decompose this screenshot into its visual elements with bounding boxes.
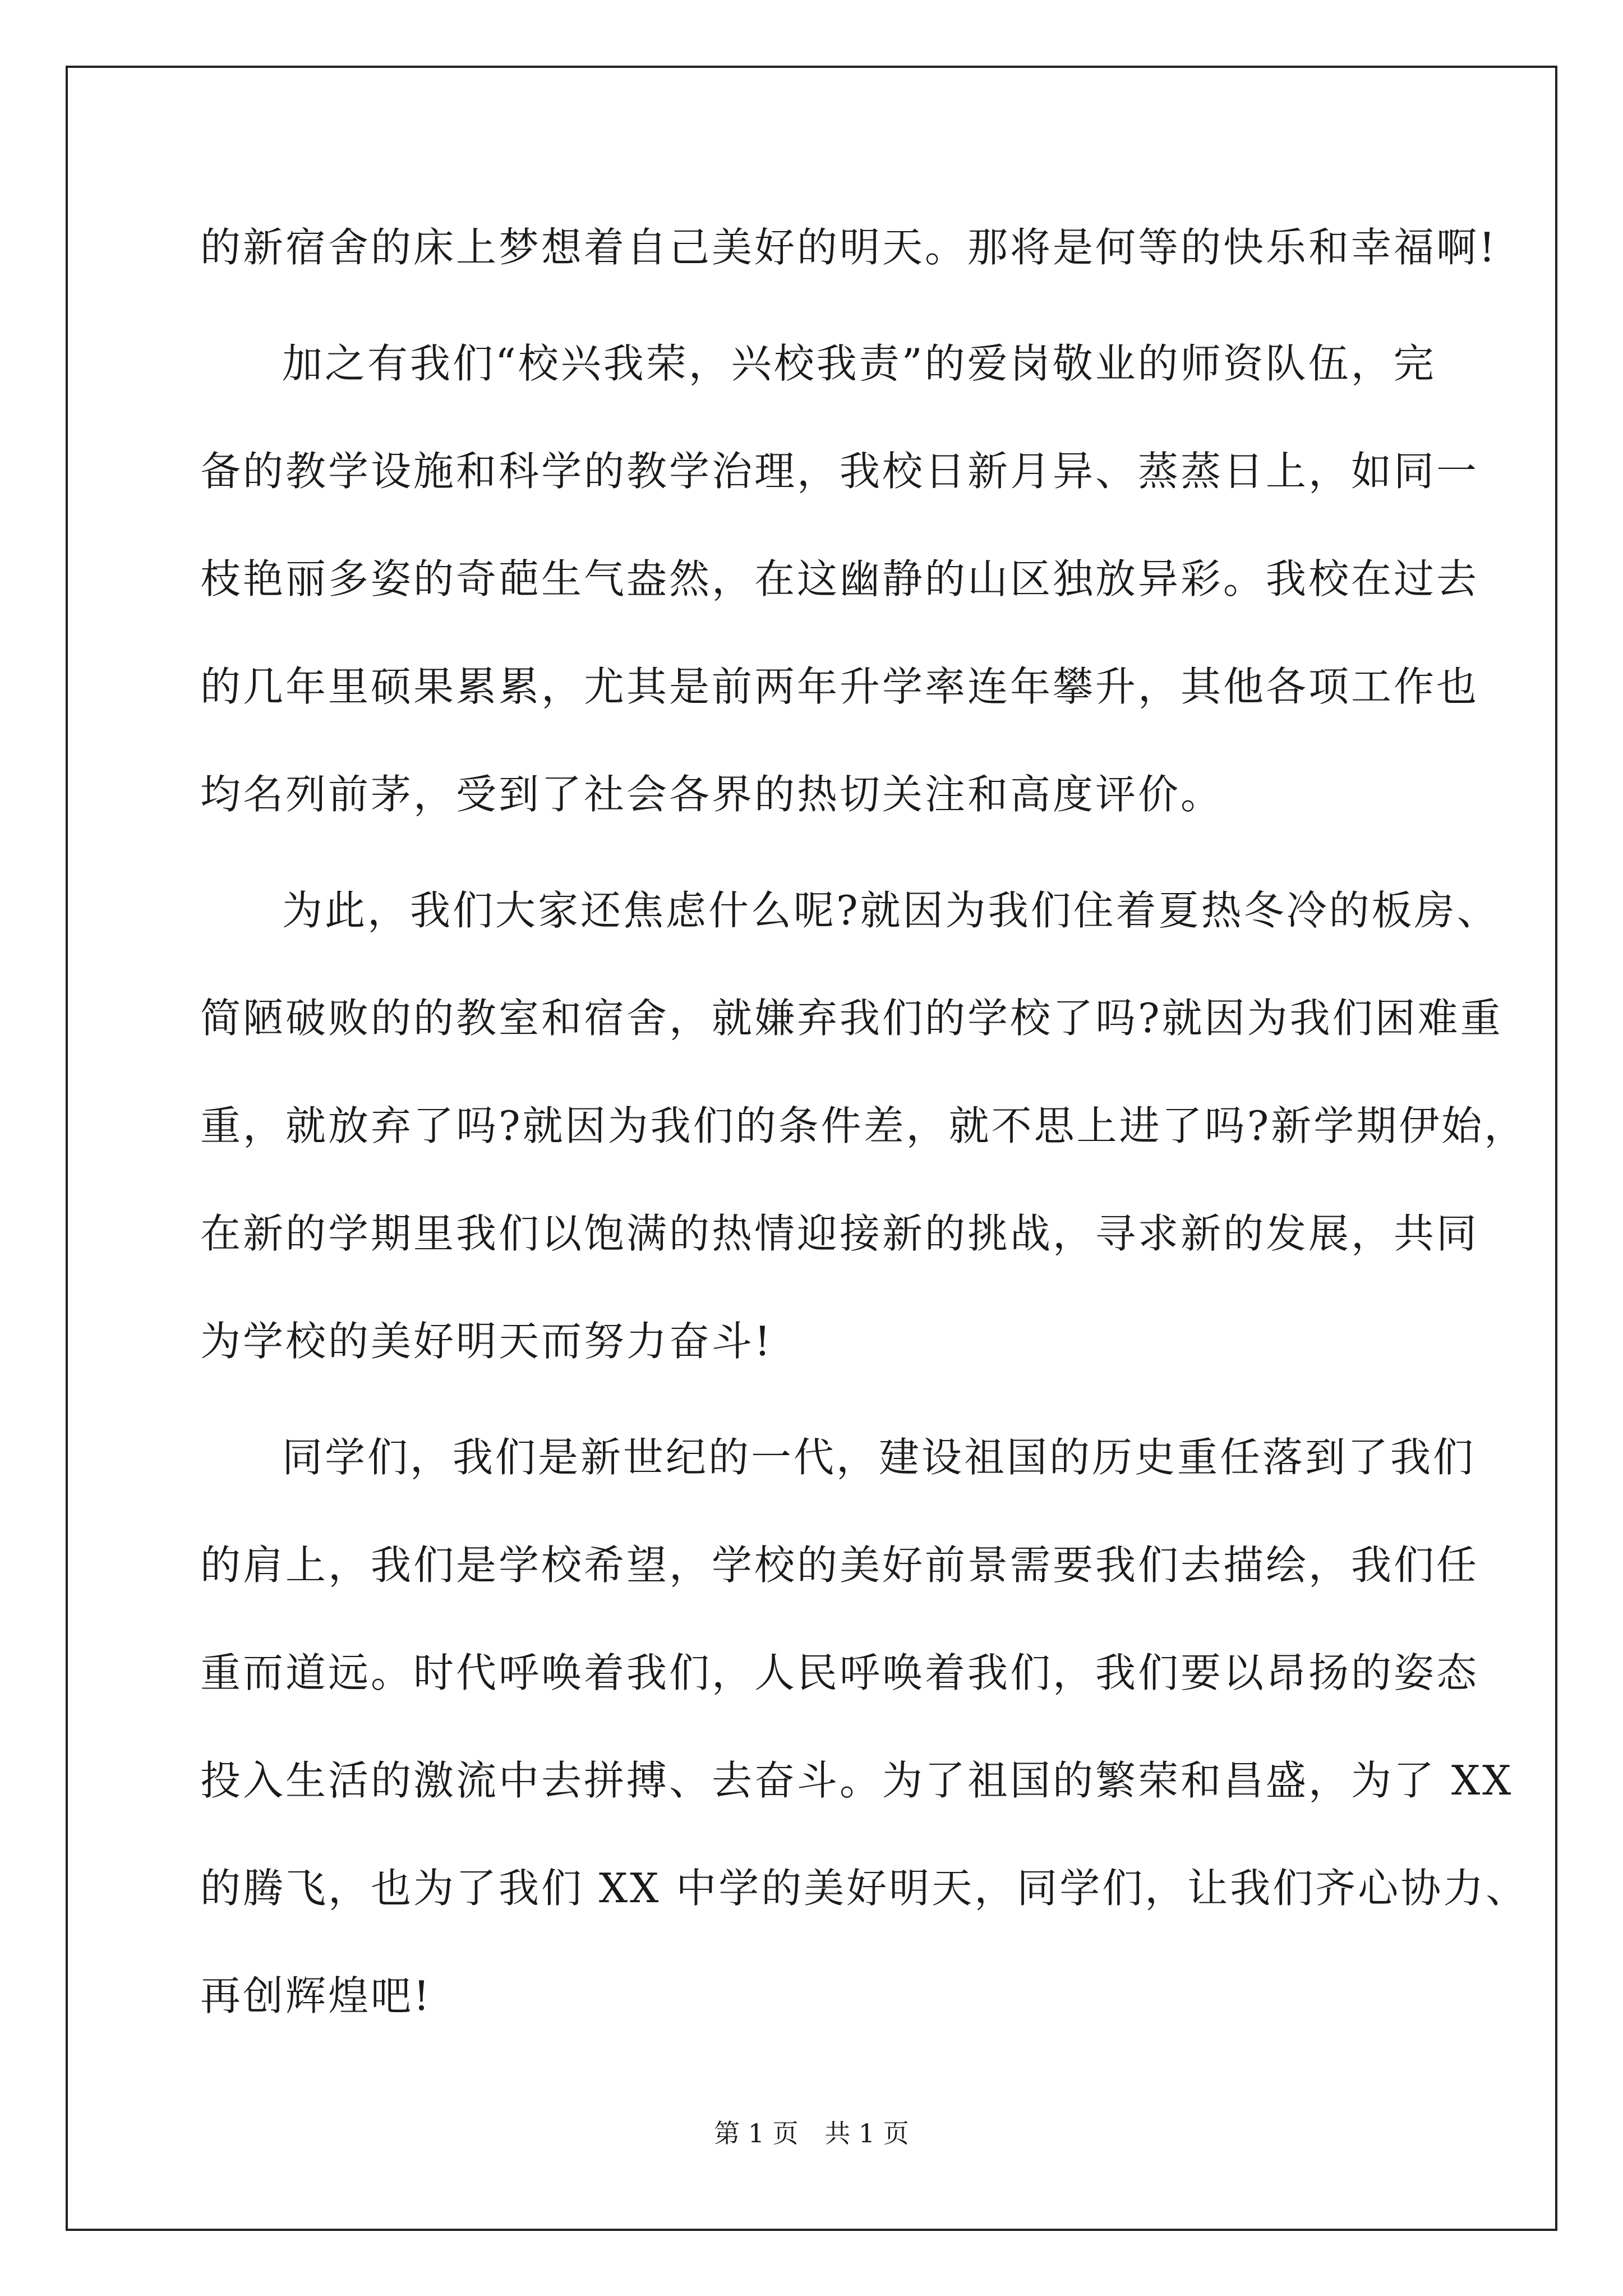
text-line: 均名列前茅，受到了社会各界的热切关注和高度评价。 (200, 771, 1224, 818)
text-line: 的肩上，我们是学校希望，学校的美好前景需要我们去描绘，我们任 (200, 1542, 1479, 1589)
text-line: 简陋破败的的教室和宿舍，就嫌弃我们的学校了吗?就因为我们困难重 (200, 995, 1503, 1042)
text-line: 为学校的美好明天而努力奋斗! (200, 1318, 773, 1365)
paragraph-first-line: 加之有我们“校兴我荣，兴校我责”的爱岗敬业的师资队伍，完 (282, 340, 1436, 387)
page-number: 第 1 页 (714, 2118, 799, 2148)
text-line: 投入生活的激流中去拼搏、去奋斗。为了祖国的繁荣和昌盛，为了 XX (200, 1757, 1514, 1804)
text-line: 的腾飞，也为了我们 XX 中学的美好明天，同学们，让我们齐心协力、 (200, 1865, 1529, 1912)
text-line: 的新宿舍的床上梦想着自己美好的明天。那将是何等的快乐和幸福啊! (200, 224, 1497, 271)
text-line: 在新的学期里我们以饱满的热情迎接新的挑战，寻求新的发展，共同 (200, 1210, 1479, 1257)
text-line: 重，就放弃了吗?就因为我们的条件差，就不思上进了吗?新学期伊始， (200, 1102, 1527, 1149)
text-line: 再创辉煌吧! (200, 1972, 432, 2019)
text-line: 枝艳丽多姿的奇葩生气盎然，在这幽静的山区独放异彩。我校在过去 (200, 555, 1479, 602)
page-count: 共 1 页 (824, 2118, 909, 2148)
paragraph-first-line: 为此，我们大家还焦虑什么呢?就因为我们住着夏热冬冷的板房、 (282, 887, 1500, 934)
page-footer (0, 2120, 1623, 2146)
text-line: 重而道远。时代呼唤着我们，人民呼唤着我们，我们要以昂扬的姿态 (200, 1649, 1479, 1696)
text-line: 备的教学设施和科学的教学治理，我校日新月异、蒸蒸日上，如同一 (200, 448, 1479, 495)
paragraph-first-line: 同学们，我们是新世纪的一代，建设祖国的历史重任落到了我们 (282, 1434, 1476, 1481)
text-line: 的几年里硕果累累，尤其是前两年升学率连年攀升，其他各项工作也 (200, 663, 1479, 710)
